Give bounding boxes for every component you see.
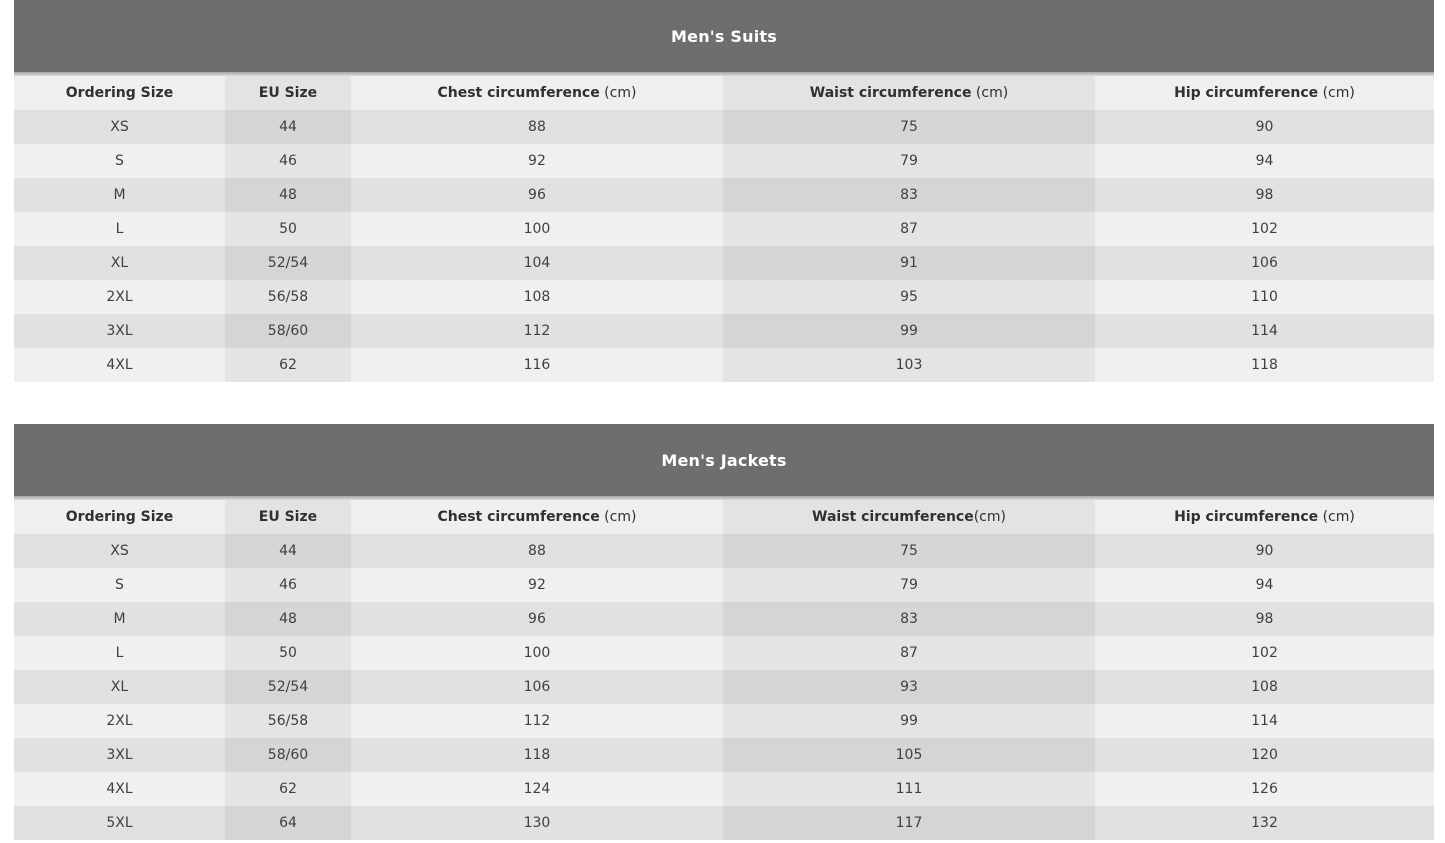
table-cell: 58/60 bbox=[225, 738, 351, 772]
table-cell: 130 bbox=[351, 806, 723, 840]
table-cell: 132 bbox=[1095, 806, 1434, 840]
table-row bbox=[14, 110, 1434, 144]
table-cell: 99 bbox=[723, 314, 1095, 348]
table-row bbox=[14, 806, 1434, 840]
table-cell: 79 bbox=[723, 568, 1095, 602]
header-cell bbox=[351, 76, 723, 110]
table-cell: 105 bbox=[723, 738, 1095, 772]
table-cell: 62 bbox=[225, 772, 351, 806]
table-row bbox=[14, 704, 1434, 738]
column-label: Waist circumference bbox=[809, 85, 972, 101]
header-cell bbox=[1095, 76, 1434, 110]
table-cell: L bbox=[14, 636, 225, 670]
table-cell: S bbox=[14, 144, 225, 178]
column-label: Hip circumference bbox=[1174, 85, 1319, 101]
size-table-mens-jackets bbox=[14, 424, 1434, 840]
table-cell: XS bbox=[14, 534, 225, 568]
table-cell: 83 bbox=[723, 602, 1095, 636]
table-title: Men's Suits bbox=[671, 26, 777, 46]
column-unit: (cm) bbox=[973, 509, 1006, 525]
header-cell bbox=[723, 76, 1095, 110]
table-row bbox=[14, 738, 1434, 772]
table-cell: 117 bbox=[723, 806, 1095, 840]
column-label: Chest circumference bbox=[437, 85, 600, 101]
table-cell: 75 bbox=[723, 110, 1095, 144]
table-cell: 52/54 bbox=[225, 670, 351, 704]
table-row bbox=[14, 178, 1434, 212]
table-cell: 50 bbox=[225, 636, 351, 670]
table-cell: 98 bbox=[1095, 178, 1434, 212]
size-table-mens-suits bbox=[14, 0, 1434, 382]
table-cell: 50 bbox=[225, 212, 351, 246]
table-cell: 52/54 bbox=[225, 246, 351, 280]
table-cell: S bbox=[14, 568, 225, 602]
table-cell: 108 bbox=[1095, 670, 1434, 704]
table-cell: XL bbox=[14, 246, 225, 280]
table-cell: 4XL bbox=[14, 772, 225, 806]
header-cell bbox=[1095, 500, 1434, 534]
table-cell: 116 bbox=[351, 348, 723, 382]
table-cell: 48 bbox=[225, 178, 351, 212]
table-cell: 3XL bbox=[14, 314, 225, 348]
table-cell: 56/58 bbox=[225, 704, 351, 738]
column-label: Chest circumference bbox=[437, 509, 600, 525]
header-cell bbox=[14, 500, 225, 534]
table-cell: 44 bbox=[225, 110, 351, 144]
table-cell: 92 bbox=[351, 144, 723, 178]
column-unit: (cm) bbox=[1318, 509, 1355, 525]
table-cell: M bbox=[14, 178, 225, 212]
table-row bbox=[14, 670, 1434, 704]
column-label: EU Size bbox=[258, 85, 318, 101]
table-cell: M bbox=[14, 602, 225, 636]
column-unit: (cm) bbox=[599, 509, 637, 525]
table-cell: 112 bbox=[351, 314, 723, 348]
table-cell: 94 bbox=[1095, 144, 1434, 178]
table-cell: 88 bbox=[351, 534, 723, 568]
table-row bbox=[14, 280, 1434, 314]
table-row bbox=[14, 602, 1434, 636]
table-cell: 110 bbox=[1095, 280, 1434, 314]
table-cell: 111 bbox=[723, 772, 1095, 806]
table-row bbox=[14, 314, 1434, 348]
table-cell: 114 bbox=[1095, 704, 1434, 738]
table-cell: 83 bbox=[723, 178, 1095, 212]
size-grid bbox=[14, 500, 1434, 840]
table-title-bar bbox=[14, 0, 1434, 72]
table-row bbox=[14, 534, 1434, 568]
table-title-bar bbox=[14, 424, 1434, 496]
table-cell: 46 bbox=[225, 568, 351, 602]
header-cell bbox=[225, 76, 351, 110]
table-row bbox=[14, 636, 1434, 670]
table-cell: 126 bbox=[1095, 772, 1434, 806]
table-cell: 120 bbox=[1095, 738, 1434, 772]
table-cell: 99 bbox=[723, 704, 1095, 738]
table-cell: 3XL bbox=[14, 738, 225, 772]
table-title: Men's Jackets bbox=[661, 450, 787, 470]
table-cell: 91 bbox=[723, 246, 1095, 280]
column-unit: (cm) bbox=[1318, 85, 1355, 101]
table-cell: 46 bbox=[225, 144, 351, 178]
table-cell: 96 bbox=[351, 602, 723, 636]
table-row bbox=[14, 772, 1434, 806]
header-cell bbox=[351, 500, 723, 534]
column-label: Ordering Size bbox=[65, 509, 174, 525]
table-cell: 106 bbox=[1095, 246, 1434, 280]
table-cell: 104 bbox=[351, 246, 723, 280]
header-cell bbox=[723, 500, 1095, 534]
column-label: Waist circumference bbox=[812, 509, 974, 525]
table-cell: 95 bbox=[723, 280, 1095, 314]
column-label: Hip circumference bbox=[1174, 509, 1319, 525]
size-grid bbox=[14, 76, 1434, 382]
table-cell: 106 bbox=[351, 670, 723, 704]
table-cell: 58/60 bbox=[225, 314, 351, 348]
table-cell: 90 bbox=[1095, 534, 1434, 568]
header-cell bbox=[225, 500, 351, 534]
table-cell: 92 bbox=[351, 568, 723, 602]
column-label: Ordering Size bbox=[65, 85, 174, 101]
table-row bbox=[14, 348, 1434, 382]
table-cell: L bbox=[14, 212, 225, 246]
table-cell: 96 bbox=[351, 178, 723, 212]
table-cell: XL bbox=[14, 670, 225, 704]
table-cell: 103 bbox=[723, 348, 1095, 382]
table-cell: 118 bbox=[1095, 348, 1434, 382]
table-cell: 93 bbox=[723, 670, 1095, 704]
table-cell: 102 bbox=[1095, 212, 1434, 246]
table-row bbox=[14, 144, 1434, 178]
table-cell: 64 bbox=[225, 806, 351, 840]
table-cell: 48 bbox=[225, 602, 351, 636]
table-cell: 94 bbox=[1095, 568, 1434, 602]
table-cell: 100 bbox=[351, 636, 723, 670]
column-unit: (cm) bbox=[599, 85, 637, 101]
table-cell: 88 bbox=[351, 110, 723, 144]
table-cell: 75 bbox=[723, 534, 1095, 568]
table-cell: 4XL bbox=[14, 348, 225, 382]
table-cell: 62 bbox=[225, 348, 351, 382]
table-cell: 100 bbox=[351, 212, 723, 246]
table-cell: 124 bbox=[351, 772, 723, 806]
table-cell: 102 bbox=[1095, 636, 1434, 670]
table-cell: 2XL bbox=[14, 280, 225, 314]
table-cell: 5XL bbox=[14, 806, 225, 840]
table-cell: 108 bbox=[351, 280, 723, 314]
table-cell: 98 bbox=[1095, 602, 1434, 636]
table-cell: 56/58 bbox=[225, 280, 351, 314]
column-unit: (cm) bbox=[971, 85, 1009, 101]
table-cell: 90 bbox=[1095, 110, 1434, 144]
table-cell: 112 bbox=[351, 704, 723, 738]
table-cell: 87 bbox=[723, 636, 1095, 670]
table-cell: 44 bbox=[225, 534, 351, 568]
table-cell: 118 bbox=[351, 738, 723, 772]
table-row bbox=[14, 212, 1434, 246]
table-cell: 87 bbox=[723, 212, 1095, 246]
table-cell: XS bbox=[14, 110, 225, 144]
header-row bbox=[14, 500, 1434, 534]
column-label: EU Size bbox=[258, 509, 318, 525]
table-cell: 114 bbox=[1095, 314, 1434, 348]
table-cell: 79 bbox=[723, 144, 1095, 178]
table-row bbox=[14, 246, 1434, 280]
header-cell bbox=[14, 76, 225, 110]
table-cell: 2XL bbox=[14, 704, 225, 738]
header-row bbox=[14, 76, 1434, 110]
table-row bbox=[14, 568, 1434, 602]
